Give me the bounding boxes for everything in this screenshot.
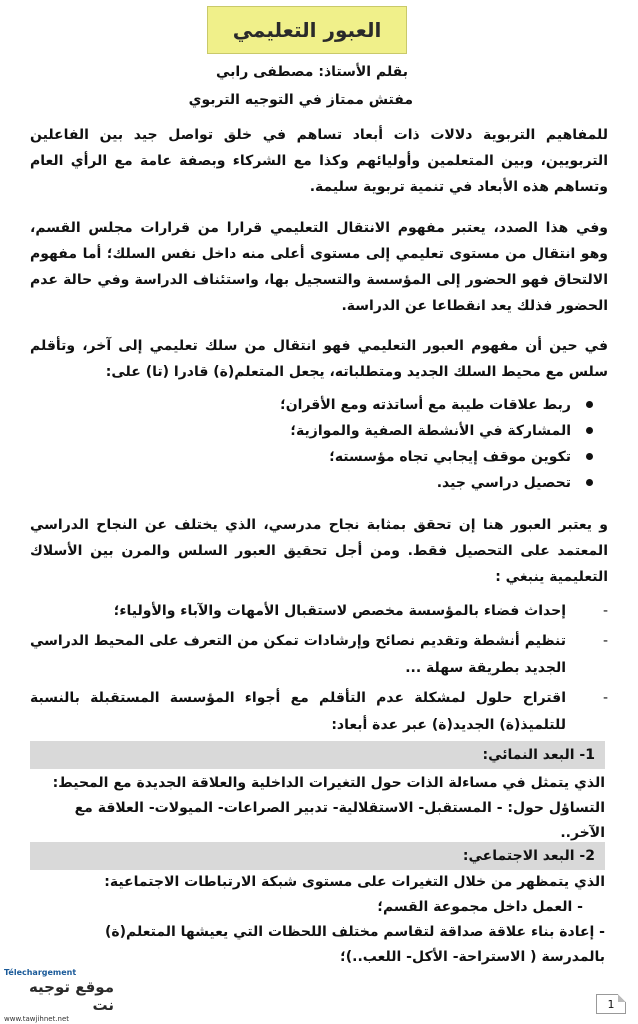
intro-paragraph: للمفاهيم التربوية دلالات ذات أبعاد تساهم في خلق تواصل جيد بين الفاعلين التربويين، وبين المتعلمين وأوليائهم وكذا مع الشركاء وبصفة عامة مع الرأي العام وتساهم هذه الأبعاد في تنمية تربوية سليمة. bbox=[30, 127, 608, 195]
crossing-definition-paragraph: في حين أن مفهوم العبور التعليمي فهو انتقال من سلك تعليمي إلى آخر، وتأقلم سلس مع محيط السلك الجديد ومتطلباته، يجعل المتعلم(ة) قادرا (تا) على: bbox=[30, 338, 608, 380]
bullet-dot-icon bbox=[586, 401, 593, 408]
watermark-url: www.tawjihnet.net bbox=[4, 1015, 70, 1023]
site-watermark bbox=[4, 968, 124, 1023]
page-number: 1 bbox=[596, 994, 626, 1014]
school-success-paragraph: و يعتبر العبور هنا إن تحقق بمثابة نجاح مدرسي، الذي يختلف عن النجاح الدراسي المعتمد على التحصيل فقط. ومن أجل تحقيق العبور السلس والمرن بين الأسلاك التعليمية ينبغي : bbox=[30, 517, 608, 585]
outcomes-bullet-list bbox=[73, 392, 593, 496]
dash-text: إحداث فضاء بالمؤسسة مخصص لاستقبال الأمهات والآباء والأولياء؛ bbox=[113, 603, 566, 619]
author-name: بقلم الأستاذ: مصطفى رابي bbox=[215, 64, 408, 80]
section-social-body bbox=[30, 870, 605, 970]
dash-item bbox=[30, 628, 608, 682]
dash-item bbox=[30, 685, 608, 739]
bullet-item bbox=[73, 470, 593, 496]
section-developmental-body bbox=[30, 771, 605, 846]
dash-marker: - bbox=[602, 633, 608, 649]
author-position: مفتش ممتاز في التوجيه التربوي bbox=[188, 92, 413, 108]
bullet-text: المشاركة في الأنشطة الصفية والموازية؛ bbox=[290, 423, 571, 439]
bullet-dot-icon bbox=[586, 427, 593, 434]
bullet-dot-icon bbox=[586, 453, 593, 460]
dash-marker: - bbox=[602, 603, 608, 619]
bullet-text: ربط علاقات طيبة مع أساتذته ومع الأقران؛ bbox=[280, 397, 571, 413]
bullet-dot-icon bbox=[586, 479, 593, 486]
bullet-text: تحصيل دراسي جيد. bbox=[436, 475, 571, 491]
dash-text: تنظيم أنشطة وتقديم نصائح وإرشادات تمكن من التعرف على المحيط الدراسي الجديد بطريقة سهلة ... bbox=[30, 633, 566, 676]
section-line: التساؤل حول: - المستقبل- الاستقلالية- تدبير الصراعات- الميولات- العلاقة مع الآخر.. bbox=[74, 800, 605, 841]
transition-paragraph: وفي هذا الصدد، يعتبر مفهوم الانتقال التعليمي قرارا من قرارات مجلس القسم، وهو انتقال من مستوى تعليمي إلى مستوى أعلى منه داخل نفس السلك؛ أما مفهوم الالتحاق فهو الحضور إلى المؤسسة والتسجيل بها، واستئناف الدراسة وفي حالة عدم الحضور فذلك يعد انقطاعا عن الدراسة. bbox=[30, 220, 608, 314]
section-line: الذي يتمثل في مساءلة الذات حول التغيرات الداخلية والعلاقة الجديدة مع المحيط: bbox=[52, 775, 605, 791]
section-line: - العمل داخل مجموعة القسم؛ bbox=[377, 899, 583, 915]
section-social-heading: 2- البعد الاجتماعي: bbox=[30, 842, 605, 870]
section-developmental-heading: 1- البعد النمائي: bbox=[30, 741, 605, 769]
dash-text: اقتراح حلول لمشكلة عدم التأقلم مع أجواء المؤسسة المستقبلة بالنسبة للتلميذ(ة) الجديد(ة) عبر عدة أبعاد: bbox=[30, 690, 566, 733]
bullet-text: تكوين موقف إيجابي تجاه مؤسسته؛ bbox=[329, 449, 571, 465]
watermark-site-name: موقع توجيه نت bbox=[28, 978, 114, 1014]
bullet-item bbox=[73, 392, 593, 418]
measures-dash-list bbox=[30, 598, 608, 739]
section-line: الذي يتمظهر من خلال التغيرات على مستوى شبكة الارتباطات الاجتماعية: bbox=[104, 874, 605, 890]
watermark-download-label: Télechargement bbox=[4, 968, 77, 977]
bullet-item bbox=[73, 444, 593, 470]
section-line: - إعادة بناء علاقة صداقة لتقاسم مختلف اللحظات التي يعيشها المتعلم(ة) bbox=[104, 924, 605, 940]
document-title: العبور التعليمي bbox=[207, 6, 407, 54]
section-line: بالمدرسة ( الاستراحة- الأكل- اللعب..)؛ bbox=[340, 949, 605, 965]
dash-item bbox=[30, 598, 608, 625]
bullet-item bbox=[73, 418, 593, 444]
dash-marker: - bbox=[602, 690, 608, 706]
